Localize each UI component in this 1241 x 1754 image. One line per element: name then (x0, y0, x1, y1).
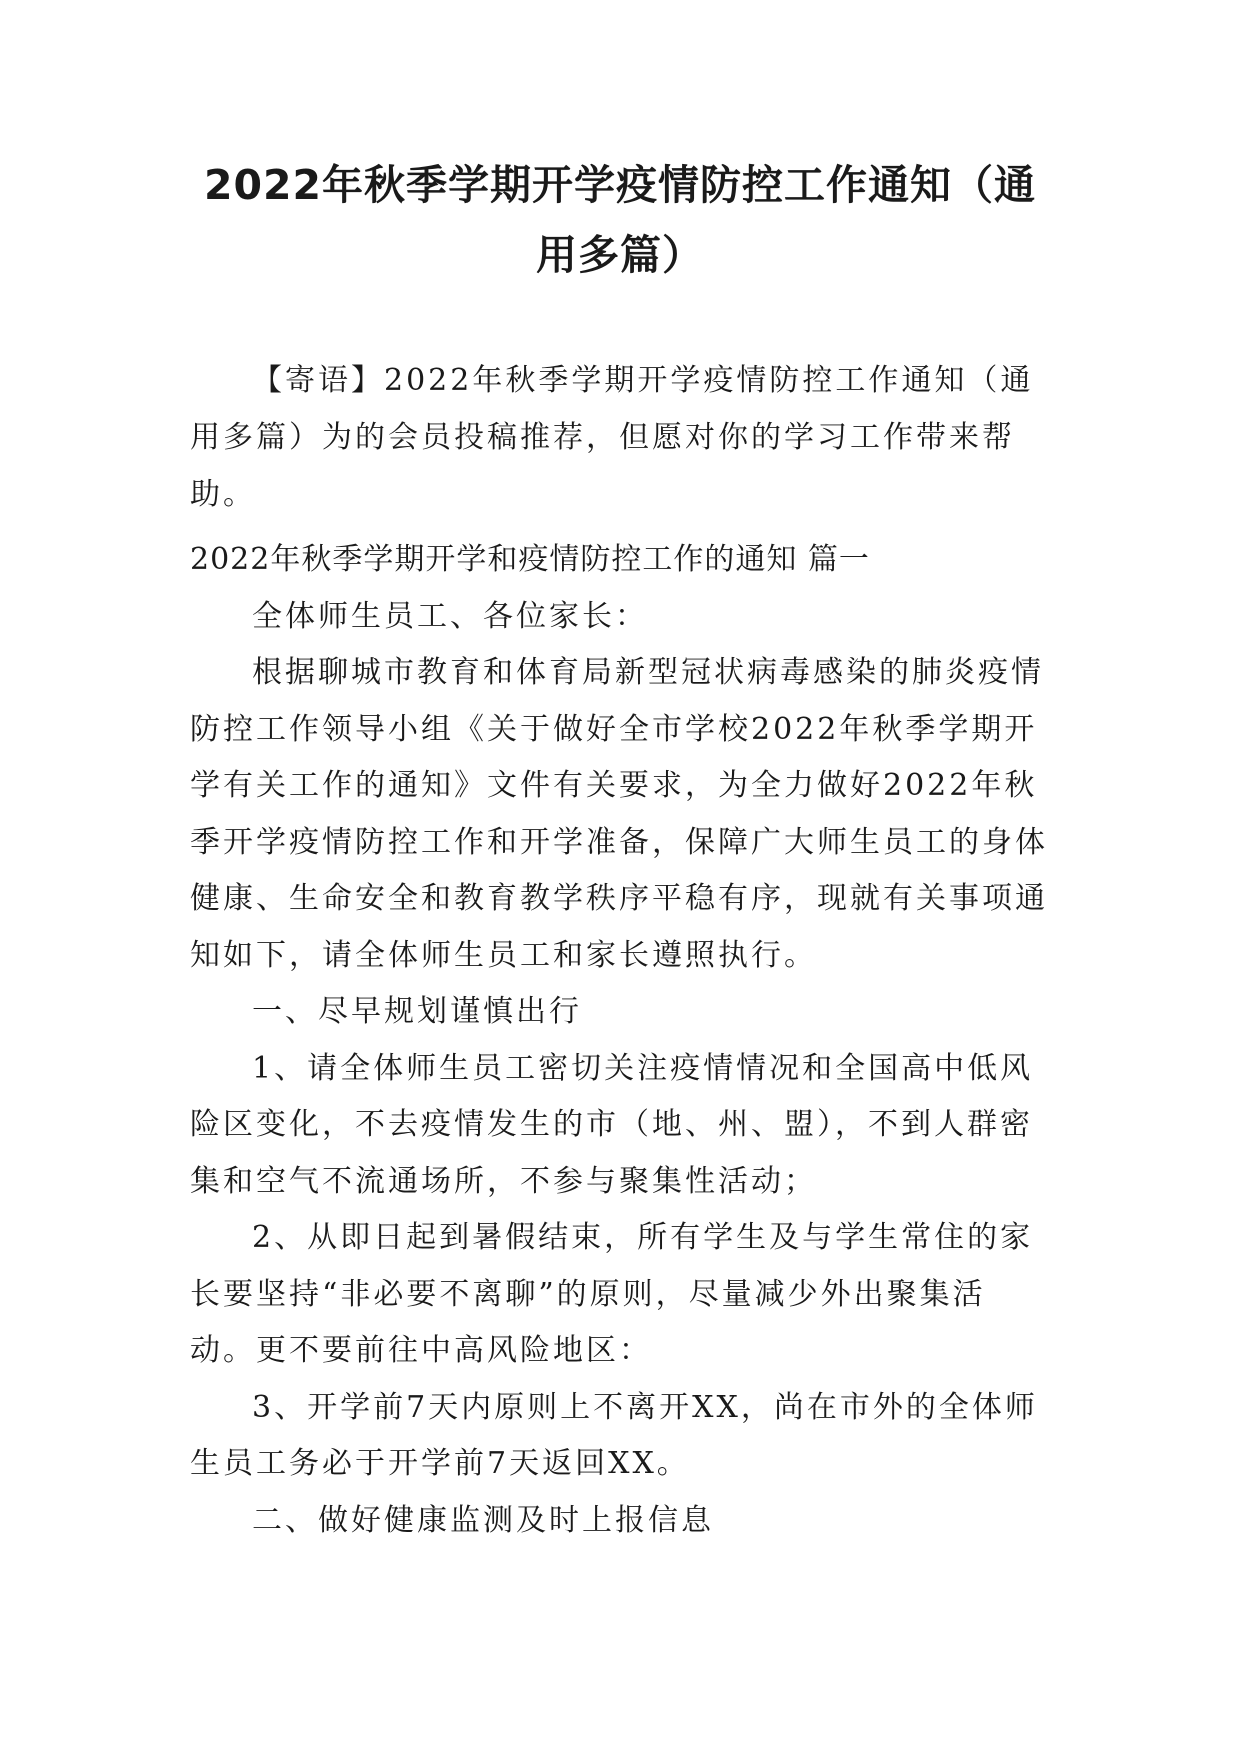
title-line-2: 用多篇） (536, 231, 704, 279)
item-2: 2、从即日起到暑假结束，所有学生及与学生常住的家长要坚持“非必要不离聊”的原则，尽量减少外出聚集活动。更不要前往中高风险地区： (190, 1220, 1034, 1368)
salutation: 全体师生员工、各位家长： (252, 598, 648, 634)
item-3: 3、开学前7天内原则上不离开XX，尚在市外的全体师生员工务必于开学前7天返回XX。 (190, 1389, 1038, 1481)
document-title (180, 150, 1060, 290)
notice-body (190, 532, 1050, 1549)
item-1: 1、请全体师生员工密切关注疫情情况和全国高中低风险区变化，不去疫情发生的市（地、州、盟），不到人群密集和空气不流通场所，不参与聚集性活动； (190, 1050, 1034, 1199)
title-line-1: 2022年秋季学期开学疫情防控工作通知（通 (203, 161, 1037, 209)
section-title: 2022年秋季学期开学和疫情防控工作的通知 篇一 (190, 542, 870, 577)
intro-paragraph: 根据聊城市教育和体育局新型冠状病毒感染的肺炎疫情防控工作领导小组《关于做好全市学校2022年秋季学期开学有关工作的通知》文件有关要求，为全力做好2022年秋季开学疫情防控工作和开学准备，保障广大师生员工的身体健康、生命安全和教育教学秩序平稳有序，现就有关事项通知如下，请全体师生员工和家长遵照执行。 (190, 655, 1048, 973)
foreword-paragraph: 【寄语】2022年秋季学期开学疫情防控工作通知（通用多篇）为的会员投稿推荐，但愿对你的学习工作带来帮助。 (190, 363, 1034, 512)
heading-1: 一、尽早规划谨慎出行 (252, 994, 582, 1029)
heading-2: 二、做好健康监测及时上报信息 (252, 1502, 714, 1538)
foreword-block (190, 352, 1050, 523)
